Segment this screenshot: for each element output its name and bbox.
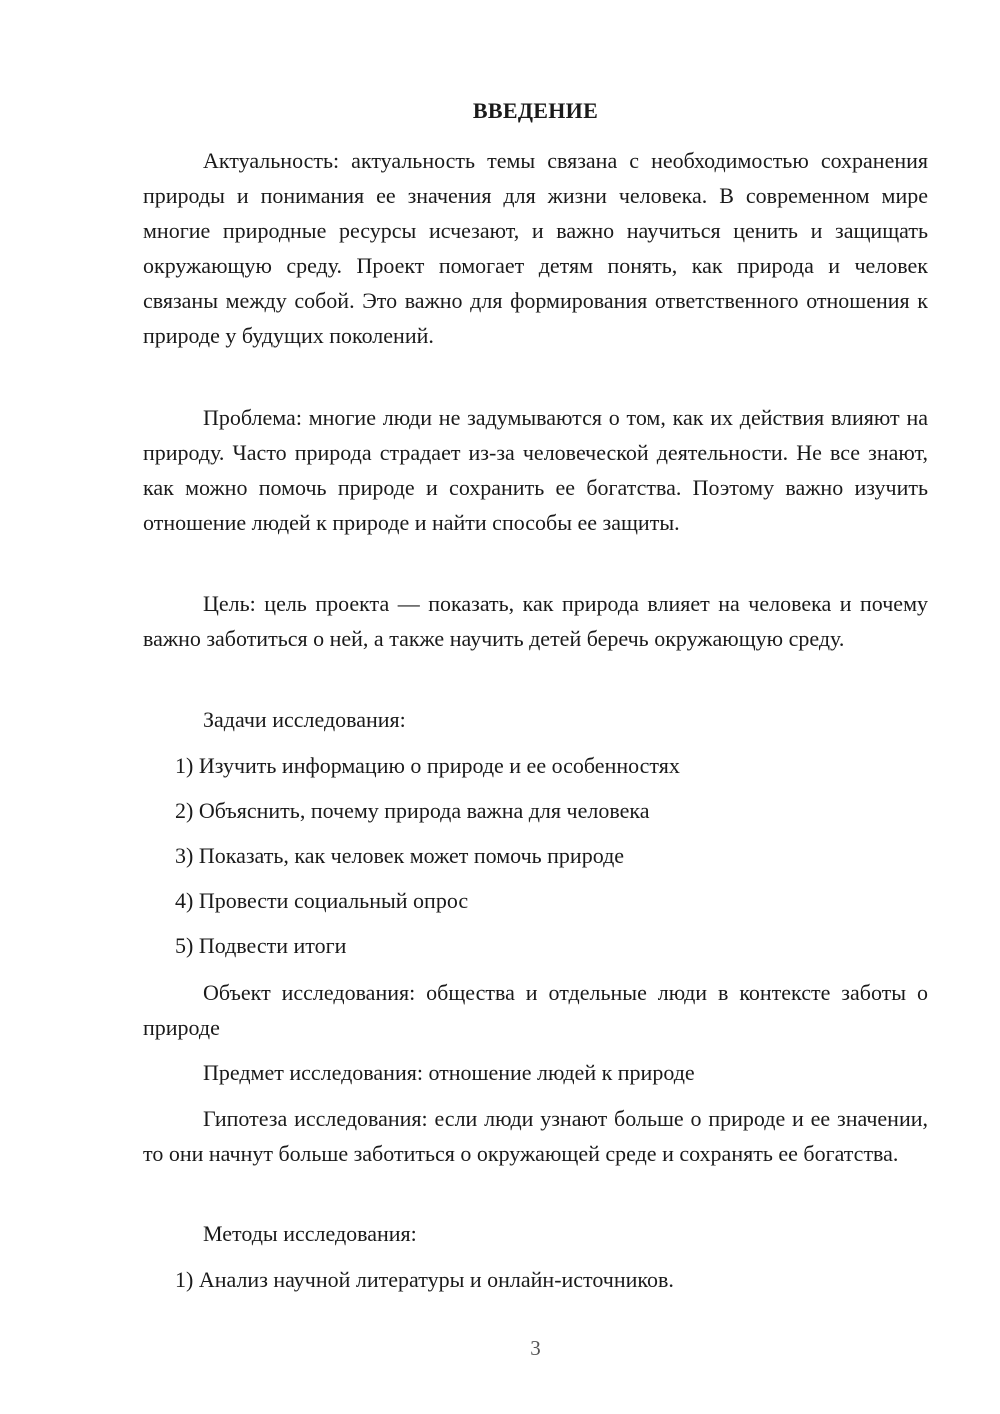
- subject-paragraph: Предмет исследования: отношение людей к природе: [203, 1060, 695, 1085]
- task-item: 1) Изучить информацию о природе и ее особенностях: [175, 753, 680, 778]
- hypothesis-paragraph: Гипотеза исследования: если люди узнают больше о природе и ее значении, то они начнут больше заботиться о окружающей среде и сохранять ее богатства.: [143, 1106, 928, 1166]
- method-item: 1) Анализ научной литературы и онлайн-источников.: [175, 1267, 674, 1292]
- methods-heading: Методы исследования:: [203, 1221, 417, 1246]
- task-item: 4) Провести социальный опрос: [175, 888, 469, 913]
- relevance-paragraph: Актуальность: актуальность темы связана с необходимостью сохранения природы и понимания ее значения для жизни человека. В современном мире многие природные ресурсы исчезают, и важно научиться ценить и защищать окружающую среду. Проект помогает детям понять, как природа и человек связаны между собой. Это важно для формирования ответственного отношения к природе у будущих поколений.: [143, 148, 928, 348]
- page-number: 3: [530, 1336, 541, 1360]
- task-item: 3) Показать, как человек может помочь природе: [175, 843, 625, 868]
- goal-paragraph: Цель: цель проекта — показать, как природа влияет на человека и почему важно заботиться о ней, а также научить детей беречь окружающую среду.: [143, 591, 928, 651]
- problem-paragraph: Проблема: многие люди не задумываются о том, как их действия влияют на природу. Часто природа страдает из-за человеческой деятельности. Не все знают, как можно помочь природе и сохранить ее богатства. Поэтому важно изучить отношение людей к природе и найти способы ее защиты.: [143, 405, 928, 535]
- section-heading: ВВЕДЕНИЕ: [472, 98, 599, 123]
- tasks-heading: Задачи исследования:: [203, 707, 406, 732]
- task-item: 2) Объяснить, почему природа важна для человека: [175, 798, 650, 823]
- task-item: 5) Подвести итоги: [175, 933, 347, 958]
- object-paragraph: Объект исследования: общества и отдельные люди в контексте заботы о природе: [143, 980, 928, 1040]
